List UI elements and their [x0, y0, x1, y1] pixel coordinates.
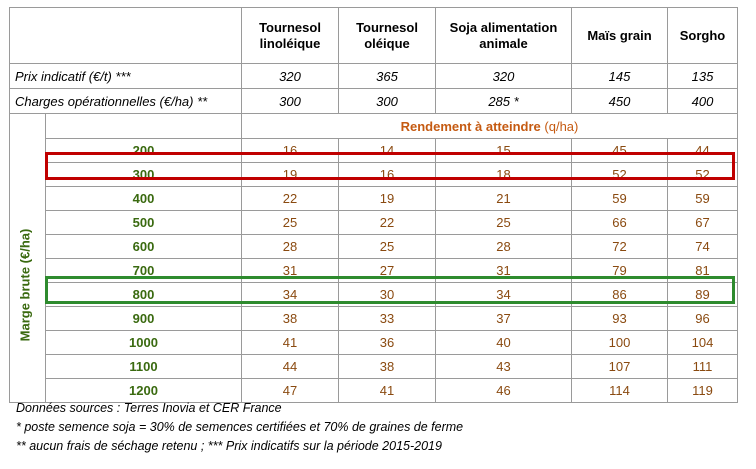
rendement-cell: 59 [572, 187, 668, 211]
rendement-cell: 34 [436, 283, 572, 307]
rendement-cell: 25 [436, 211, 572, 235]
rendement-cell: 25 [339, 235, 436, 259]
marge-value: 300 [46, 163, 242, 187]
rendement-cell: 59 [668, 187, 738, 211]
marge-value: 700 [46, 259, 242, 283]
rendement-cell: 19 [242, 163, 339, 187]
table-row [10, 235, 738, 259]
table-row [10, 139, 738, 163]
rendement-table [9, 7, 738, 403]
rendement-cell: 47 [242, 379, 339, 403]
rendement-cell: 74 [668, 235, 738, 259]
price-row [10, 64, 738, 89]
rendement-cell: 15 [436, 139, 572, 163]
rendement-cell: 28 [242, 235, 339, 259]
rendement-cell: 22 [242, 187, 339, 211]
table-row [10, 163, 738, 187]
rendement-cell: 72 [572, 235, 668, 259]
rendement-cell: 27 [339, 259, 436, 283]
marge-brute-axis-label [15, 228, 35, 342]
rendement-cell: 31 [436, 259, 572, 283]
crop-header: Tournesol linoléique [242, 8, 339, 64]
price-cell: 320 [242, 64, 339, 89]
rendement-cell: 96 [668, 307, 738, 331]
charges-cell: 400 [668, 89, 738, 114]
rendement-cell: 19 [339, 187, 436, 211]
note-semence-soja: * poste semence soja = 30% de semences certifiées et 70% de graines de ferme [16, 420, 464, 434]
price-cell: 365 [339, 64, 436, 89]
rendement-cell: 107 [572, 355, 668, 379]
charges-label: Charges opérationnelles (€/ha) ** [10, 89, 242, 114]
table-row [10, 211, 738, 235]
table-row [10, 307, 738, 331]
rendement-cell: 119 [668, 379, 738, 403]
marge-value: 800 [46, 283, 242, 307]
rendement-cell: 45 [572, 139, 668, 163]
rendement-cell: 22 [339, 211, 436, 235]
table-row [10, 355, 738, 379]
rendement-subheader [242, 114, 738, 139]
crop-header: Tournesol oléique [339, 8, 436, 64]
crop-header: Soja alimentation animale [436, 8, 572, 64]
rendement-cell: 79 [572, 259, 668, 283]
price-label: Prix indicatif (€/t) *** [10, 64, 242, 89]
rendement-cell: 31 [242, 259, 339, 283]
rendement-cell: 43 [436, 355, 572, 379]
header-blank-cell [10, 8, 242, 64]
table-row [10, 259, 738, 283]
rendement-cell: 104 [668, 331, 738, 355]
rendement-cell: 16 [242, 139, 339, 163]
rendement-cell: 38 [339, 355, 436, 379]
rendement-subheader-row [10, 114, 738, 139]
marge-value: 200 [46, 139, 242, 163]
rendement-cell: 40 [436, 331, 572, 355]
rendement-cell: 28 [436, 235, 572, 259]
price-cell: 320 [436, 64, 572, 89]
price-cell: 145 [572, 64, 668, 89]
rendement-cell: 33 [339, 307, 436, 331]
charges-cell: 285 * [436, 89, 572, 114]
rendement-cell: 36 [339, 331, 436, 355]
marge-brute-label: Marge brute (€/ha) [17, 228, 33, 342]
rendement-cell: 67 [668, 211, 738, 235]
marge-value: 900 [46, 307, 242, 331]
marge-value: 1200 [46, 379, 242, 403]
table-row [10, 187, 738, 211]
charges-cell: 300 [242, 89, 339, 114]
crop-header: Sorgho [668, 8, 738, 64]
rendement-cell: 21 [436, 187, 572, 211]
rendement-cell: 114 [572, 379, 668, 403]
marge-value: 500 [46, 211, 242, 235]
rendement-cell: 14 [339, 139, 436, 163]
rendement-unit: (q/ha) [544, 118, 579, 134]
rendement-cell: 89 [668, 283, 738, 307]
marge-value: 600 [46, 235, 242, 259]
rendement-cell: 44 [242, 355, 339, 379]
rendement-cell: 66 [572, 211, 668, 235]
crop-header: Maïs grain [572, 8, 668, 64]
rendement-cell: 52 [668, 163, 738, 187]
charges-cell: 450 [572, 89, 668, 114]
rendement-cell: 44 [668, 139, 738, 163]
price-cell: 135 [668, 64, 738, 89]
rendement-cell: 41 [339, 379, 436, 403]
rendement-cell: 30 [339, 283, 436, 307]
rendement-cell: 18 [436, 163, 572, 187]
rendement-cell: 38 [242, 307, 339, 331]
header-row [10, 8, 738, 64]
marge-value: 1100 [46, 355, 242, 379]
rendement-cell: 16 [339, 163, 436, 187]
rendement-cell: 111 [668, 355, 738, 379]
source-notes [16, 399, 463, 456]
note-sources: Données sources : Terres Inovia et CER France [16, 401, 282, 415]
marge-value: 1000 [46, 331, 242, 355]
table-row [10, 331, 738, 355]
rendement-cell: 52 [572, 163, 668, 187]
note-sechage-prix: ** aucun frais de séchage retenu ; *** Prix indicatifs sur la période 2015-2019 [16, 439, 442, 453]
marge-value: 400 [46, 187, 242, 211]
rendement-cell: 93 [572, 307, 668, 331]
table-row [10, 283, 738, 307]
rendement-cell: 46 [436, 379, 572, 403]
rendement-cell: 86 [572, 283, 668, 307]
rendement-cell: 41 [242, 331, 339, 355]
rendement-cell: 37 [436, 307, 572, 331]
rendement-label: Rendement à atteindre [400, 118, 541, 134]
charges-row [10, 89, 738, 114]
rendement-cell: 81 [668, 259, 738, 283]
rendement-cell: 25 [242, 211, 339, 235]
charges-cell: 300 [339, 89, 436, 114]
subheader-blank-cell [46, 114, 242, 139]
rendement-cell: 100 [572, 331, 668, 355]
rendement-cell: 34 [242, 283, 339, 307]
